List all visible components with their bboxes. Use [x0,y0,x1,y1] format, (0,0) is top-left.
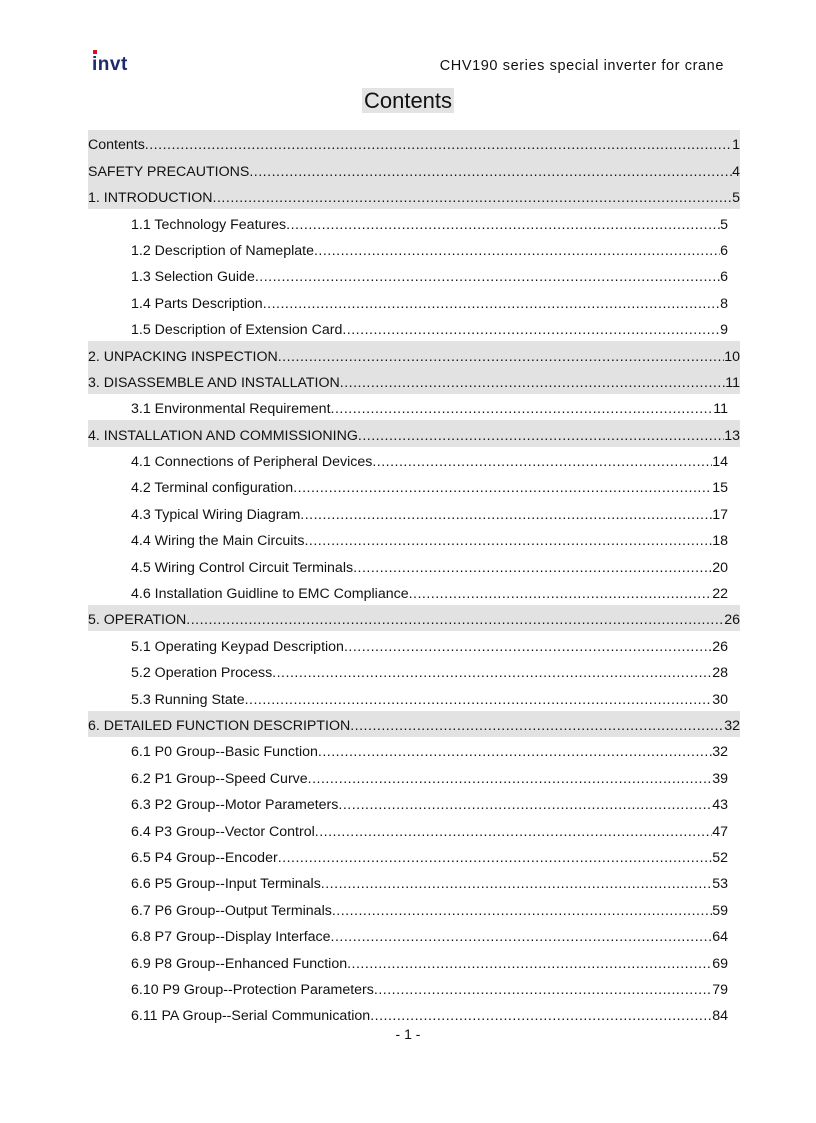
toc-entry-label: 6.4 P3 Group--Vector Control [131,823,315,840]
toc-entry-label: 4. INSTALLATION AND COMMISSIONING [88,427,358,444]
toc-entry-label: 6.9 P8 Group--Enhanced Function [131,955,348,972]
toc-entry-page: 10 [724,348,740,365]
toc-entry-label: 1.5 Description of Extension Card [131,322,343,339]
toc-dot-leader [374,982,712,1001]
toc-entry-page: 32 [712,744,728,761]
page-title [0,88,816,114]
toc-dot-leader [308,771,713,790]
toc-section-entry[interactable] [88,262,740,288]
toc-entry-page: 6 [720,242,728,259]
toc-entry-label: 5.2 Operation Process [131,665,273,682]
toc-dot-leader [340,375,725,394]
toc-entry-label: 5. OPERATION [88,612,187,629]
toc-dot-leader [358,428,724,447]
toc-entry-page: 59 [712,902,728,919]
toc-entry-page: 13 [724,427,740,444]
toc-dot-leader [278,850,713,869]
toc-dot-leader [347,956,712,975]
toc-section-entry[interactable] [88,737,740,763]
toc-dot-leader [186,612,724,631]
toc-section-entry[interactable] [88,843,740,869]
toc-dot-leader [300,507,712,526]
toc-entry-label: 4.3 Typical Wiring Diagram [131,506,301,523]
toc-dot-leader [372,454,712,473]
toc-dot-leader [304,533,712,552]
toc-entry-page: 11 [713,401,728,418]
toc-entry-label: 6.5 P4 Group--Encoder [131,849,278,866]
toc-entry-label: 5.1 Operating Keypad Description [131,638,344,655]
toc-dot-leader [249,164,732,183]
toc-chapter-entry[interactable] [88,368,740,394]
toc-chapter-entry[interactable] [88,605,740,631]
toc-dot-leader [314,243,720,262]
toc-entry-page: 15 [712,480,728,497]
toc-chapter-entry[interactable] [88,711,740,737]
toc-entry-page: 5 [720,216,728,233]
toc-entry-label: 4.4 Wiring the Main Circuits [131,533,305,550]
toc-section-entry[interactable] [88,288,740,314]
toc-dot-leader [331,401,714,420]
toc-entry-label: Contents [88,137,145,154]
toc-entry-page: 14 [712,454,728,471]
toc-entry-label: 4.1 Connections of Peripheral Devices [131,454,373,471]
toc-section-entry[interactable] [88,552,740,578]
toc-section-entry[interactable] [88,869,740,895]
invt-logo [92,48,144,76]
toc-section-entry[interactable] [88,816,740,842]
toc-entry-label: 2. UNPACKING INSPECTION [88,348,278,365]
toc-dot-leader [318,744,712,763]
toc-section-entry[interactable] [88,209,740,235]
toc-entry-page: 18 [712,533,728,550]
toc-dot-leader [145,137,732,156]
toc-entry-page: 17 [712,506,728,523]
toc-section-entry[interactable] [88,447,740,473]
toc-section-entry[interactable] [88,394,740,420]
toc-section-entry[interactable] [88,658,740,684]
toc-entry-page: 52 [712,849,728,866]
toc-dot-leader [332,903,712,922]
toc-entry-page: 5 [732,190,740,207]
toc-section-entry[interactable] [88,499,740,525]
toc-entry-page: 30 [712,691,728,708]
toc-dot-leader [293,480,712,499]
toc-dot-leader [263,296,720,315]
toc-section-entry[interactable] [88,895,740,921]
toc-dot-leader [278,349,724,368]
toc-dot-leader [353,560,712,579]
toc-entry-page: 79 [712,981,728,998]
toc-entry-label: 6.2 P1 Group--Speed Curve [131,770,308,787]
toc-chapter-entry[interactable] [88,183,740,209]
toc-entry-page: 6 [720,269,728,286]
toc-section-entry[interactable] [88,526,740,552]
toc-chapter-entry[interactable] [88,156,740,182]
toc-entry-page: 64 [712,929,728,946]
toc-dot-leader [286,217,720,236]
toc-entry-label: 5.3 Running State [131,691,245,708]
toc-entry-label: 4.5 Wiring Control Circuit Terminals [131,559,354,576]
toc-entry-label: 6.6 P5 Group--Input Terminals [131,876,321,893]
toc-entry-page: 1 [732,137,740,154]
toc-entry-page: 39 [712,770,728,787]
toc-entry-page: 43 [712,797,728,814]
toc-dot-leader [245,692,713,711]
toc-section-entry[interactable] [88,631,740,657]
toc-entry-page: 32 [724,717,740,734]
toc-dot-leader [344,639,712,658]
toc-section-entry[interactable] [88,579,740,605]
toc-entry-page: 47 [712,823,728,840]
toc-entry-page: 53 [712,876,728,893]
toc-entry-page: 20 [712,559,728,576]
toc-chapter-entry[interactable] [88,130,740,156]
toc-section-entry[interactable] [88,763,740,789]
toc-section-entry[interactable] [88,948,740,974]
toc-entry-page: 9 [720,322,728,339]
toc-entry-label: 6.7 P6 Group--Output Terminals [131,902,332,919]
toc-dot-leader [331,929,713,948]
toc-dot-leader [338,797,712,816]
toc-entry-label: 1.3 Selection Guide [131,269,255,286]
logo-text: invt [92,54,128,75]
toc-chapter-entry[interactable] [88,420,740,446]
toc-dot-leader [350,718,724,737]
toc-entry-page: 11 [725,374,740,391]
toc-entry-label: SAFETY PRECAUTIONS [88,163,250,180]
toc-dot-leader [370,1008,712,1027]
toc-dot-leader [321,876,712,895]
toc-section-entry[interactable] [88,315,740,341]
toc-entry-page: 84 [712,1008,728,1025]
toc-dot-leader [255,269,720,288]
toc-entry-label: 6.1 P0 Group--Basic Function [131,744,318,761]
toc-entry-label: 4.6 Installation Guidline to EMC Compliance [131,586,409,603]
toc-dot-leader [272,665,712,684]
toc-entry-label: 6.8 P7 Group--Display Interface [131,929,331,946]
toc-entry-page: 26 [724,612,740,629]
toc-entry-label: 1. INTRODUCTION [88,190,213,207]
toc-section-entry[interactable] [88,236,740,262]
toc-entry-page: 8 [720,295,728,312]
toc-entry-page: 26 [712,638,728,655]
toc-section-entry[interactable] [88,684,740,710]
toc-dot-leader [409,586,713,605]
table-of-contents [88,130,740,1027]
toc-entry-label: 6.10 P9 Group--Protection Parameters [131,981,374,998]
page-title-text: Contents [363,88,453,113]
toc-entry-label: 1.1 Technology Features [131,216,287,233]
toc-entry-label: 4.2 Terminal configuration [131,480,294,497]
toc-entry-label: 1.4 Parts Description [131,295,263,312]
toc-entry-page: 22 [712,586,728,603]
toc-entry-page: 69 [712,955,728,972]
toc-section-entry[interactable] [88,473,740,499]
toc-section-entry[interactable] [88,922,740,948]
toc-section-entry[interactable] [88,975,740,1001]
document-header-title: CHV190 series special inverter for crane [439,58,724,74]
toc-dot-leader [315,824,712,843]
toc-entry-label: 6.11 PA Group--Serial Communication [131,1008,371,1025]
toc-entry-label: 1.2 Description of Nameplate [131,242,314,259]
toc-dot-leader [213,190,733,209]
toc-dot-leader [342,322,720,341]
page-number: - 1 - [395,1026,421,1042]
toc-entry-page: 4 [732,163,740,180]
toc-entry-label: 3. DISASSEMBLE AND INSTALLATION [88,374,340,391]
toc-section-entry[interactable] [88,790,740,816]
toc-entry-label: 3.1 Environmental Requirement [131,401,331,418]
toc-section-entry[interactable] [88,1001,740,1027]
toc-entry-page: 28 [712,665,728,682]
toc-entry-label: 6. DETAILED FUNCTION DESCRIPTION [88,717,351,734]
toc-chapter-entry[interactable] [88,341,740,367]
toc-entry-label: 6.3 P2 Group--Motor Parameters [131,797,339,814]
